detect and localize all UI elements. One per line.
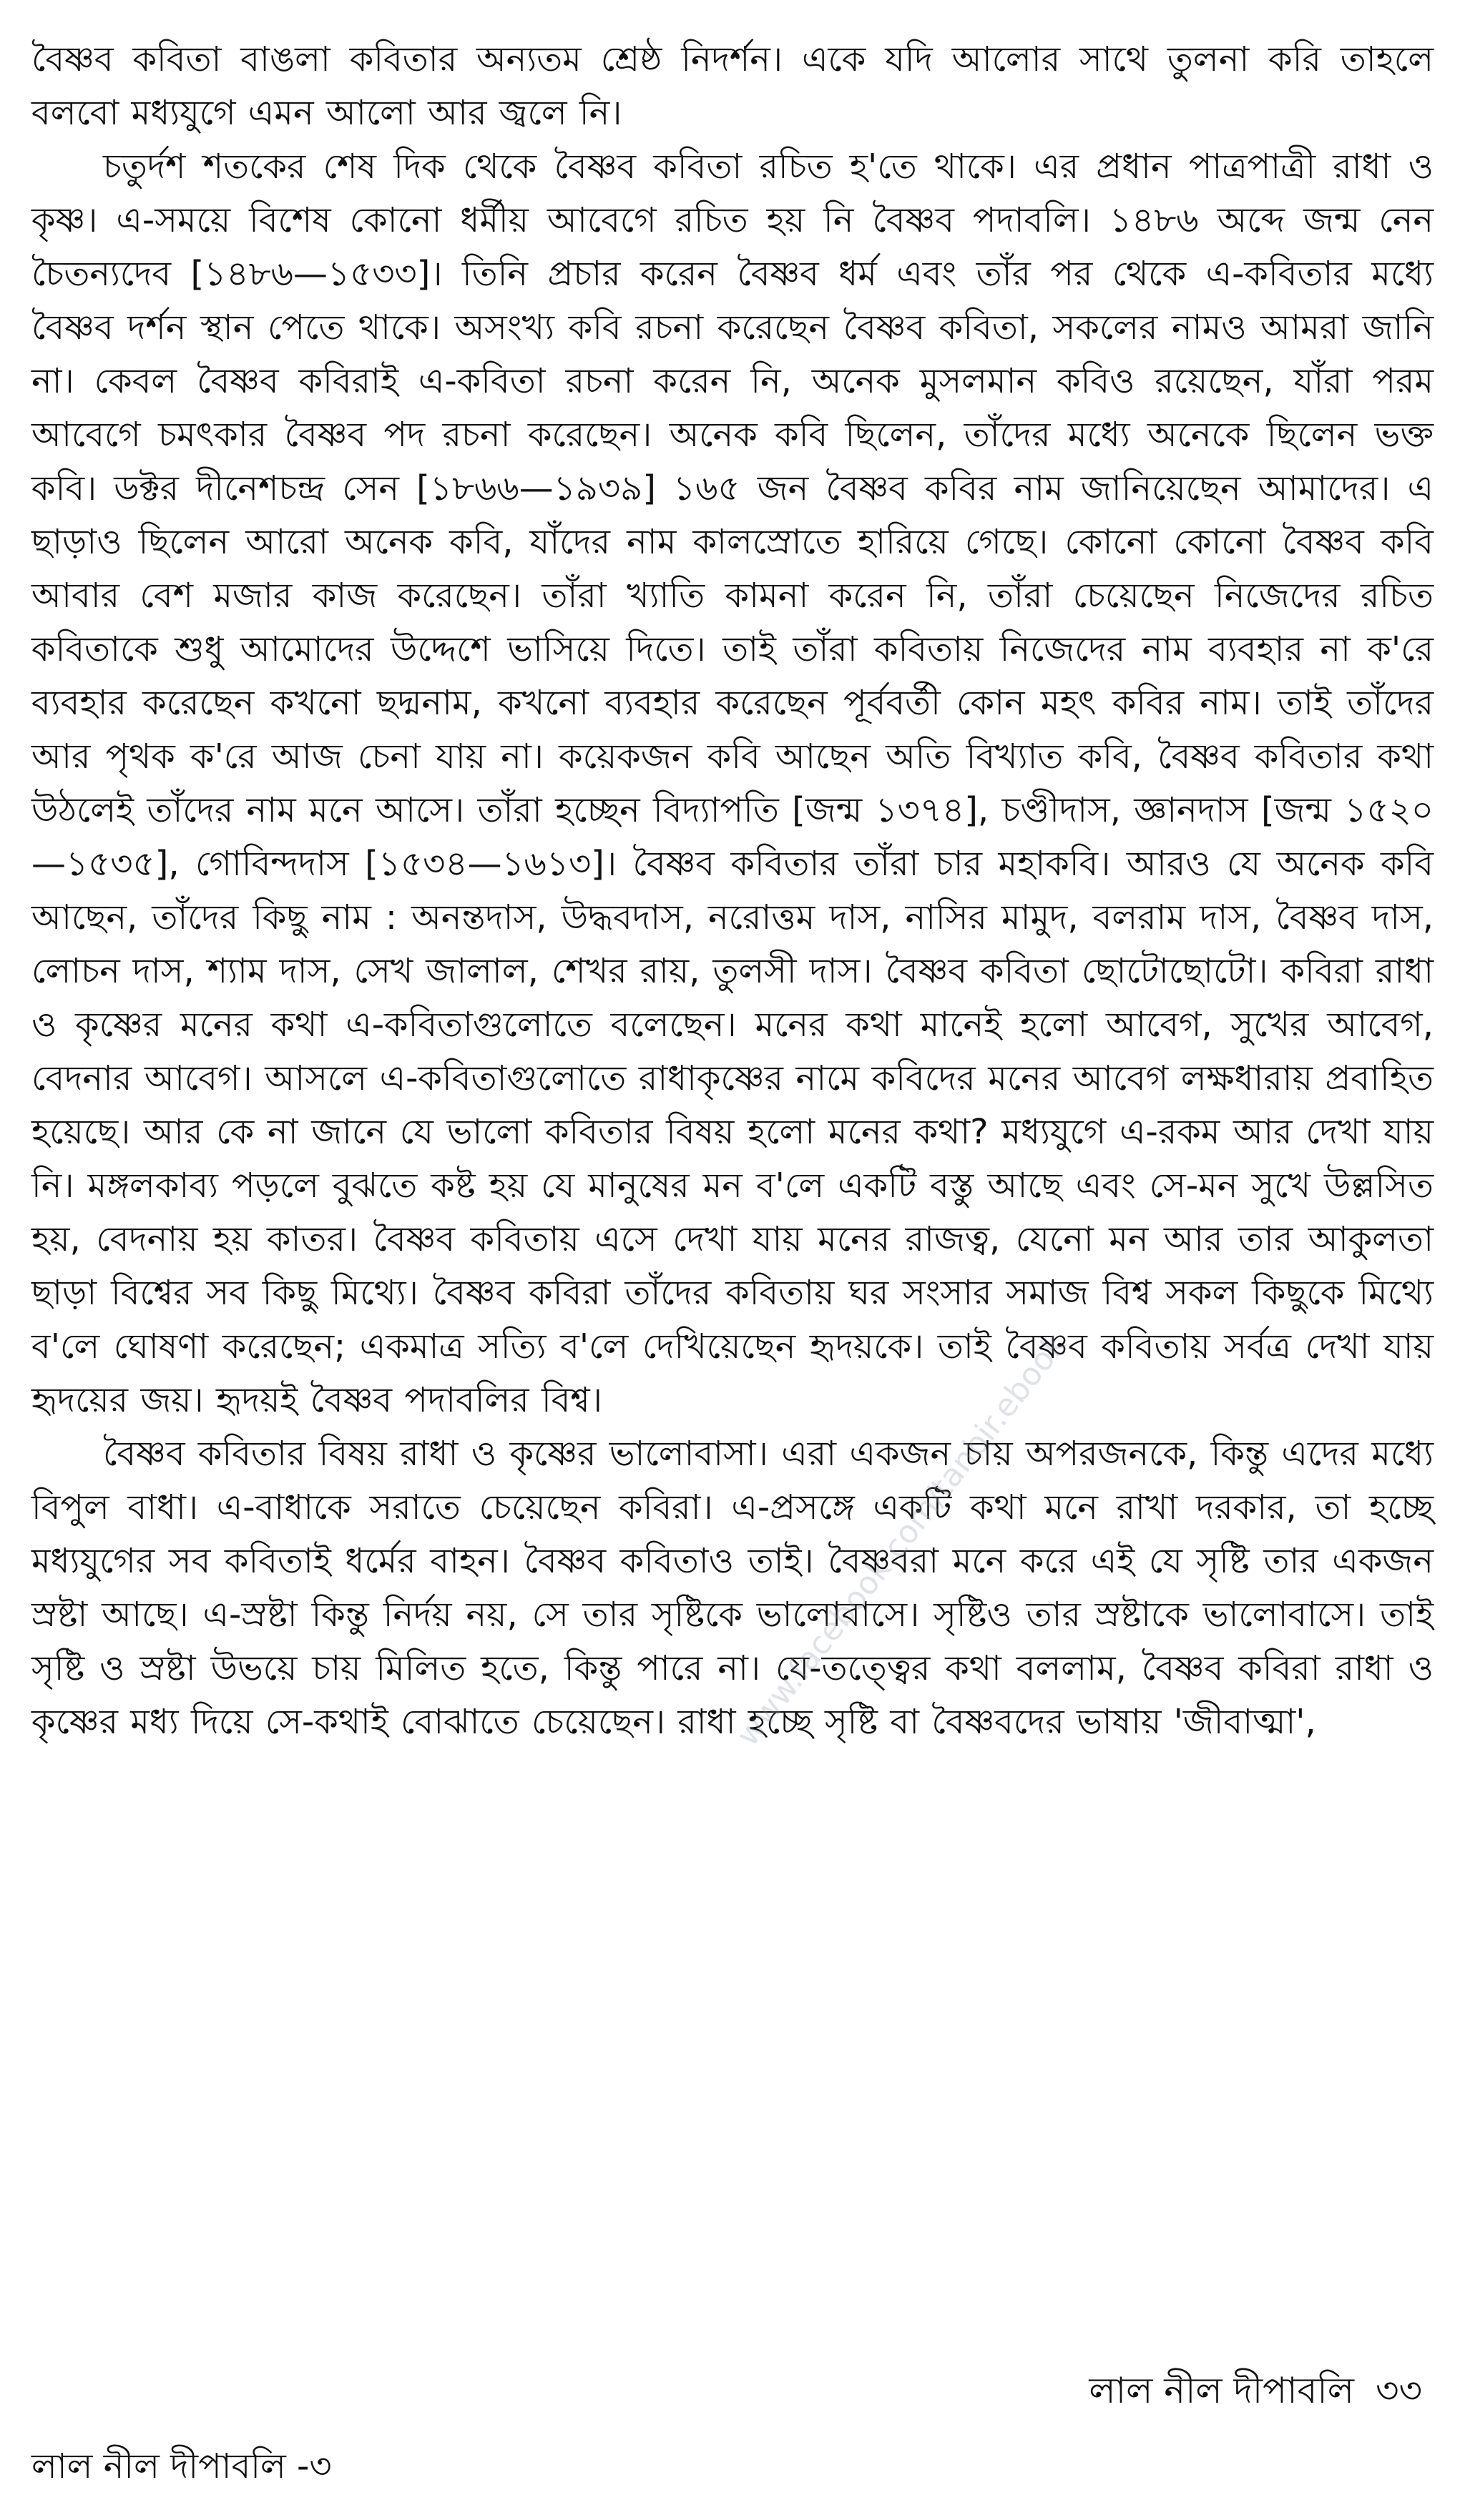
signature-mark: লাল নীল দীপাবলি -৩ <box>31 2446 332 2486</box>
page-body <box>31 33 1434 1749</box>
running-footer <box>1089 2366 1422 2416</box>
paragraph-theme: বৈষ্ণব কবিতার বিষয় রাধা ও কৃষ্ণের ভালোবাসা। এরা একজন চায় অপরজনকে, কিন্তু এদের মধ্যে বিপুল বাধা। এ-বাধাকে সরাতে চেয়েছেন কবিরা। এ-প্রসঙ্গে একটি কথা মনে রাখা দরকার, তা হচ্ছে মধ্যযুগের সব কবিতাই ধর্মের বাহন। বৈষ্ণব কবিতাও তাই। বৈষ্ণবরা মনে করে এই যে সৃষ্টি তার একজন স্রষ্টা আছে। এ-স্রষ্টা কিন্তু নির্দয় নয়, সে তার সৃষ্টিকে ভালোবাসে। সৃষ্টিও তার স্রষ্টাকে ভালোবাসে। তাই সৃষ্টি ও স্রষ্টা উভয়ে চায় মিলিত হতে, কিন্তু পারে না। যে-তত্ত্বের কথা বললাম, বৈষ্ণব কবিরা রাধা ও কৃষ্ণের মধ্য দিয়ে সে-কথাই বোঝাতে চেয়েছেন। রাধা হচ্ছে সৃষ্টি বা বৈষ্ণবদের ভাষায় 'জীবাত্মা', <box>31 1434 1434 1742</box>
paragraph-intro: বৈষ্ণব কবিতা বাঙলা কবিতার অন্যতম শ্রেষ্ঠ নিদর্শন। একে যদি আলোর সাথে তুলনা করি তাহলে বলবো মধ্যযুগে এমন আলো আর জ্বলে নি। <box>31 39 1434 133</box>
watermark-text: www.facebook.com/tanbir.ebook <box>730 1327 1074 1753</box>
running-title: লাল নীল দীপাবলি <box>1089 2370 1354 2411</box>
paragraph-history: চতুর্দশ শতকের শেষ দিক থেকে বৈষ্ণব কবিতা রচিত হ'তে থাকে। এর প্রধান পাত্রপাত্রী রাধা ও কৃষ্ণ। এ-সময়ে বিশেষ কোনো ধর্মীয় আবেগে রচিত হয় নি বৈষ্ণব পদাবলি। ১৪৮৬ অব্দে জন্ম নেন চৈতন্যদেব [১৪৮৬—১৫৩৩]। তিনি প্রচার করেন বৈষ্ণব ধর্ম এবং তাঁর পর থেকে এ-কবিতার মধ্যে বৈষ্ণব দর্শন স্থান পেতে থাকে। অসংখ্য কবি রচনা করেছেন বৈষ্ণব কবিতা, সকলের নামও আমরা জানি না। কেবল বৈষ্ণব কবিরাই এ-কবিতা রচনা করেন নি, অনেক মুসলমান কবিও রয়েছেন, যাঁরা পরম আবেগে চমৎকার বৈষ্ণব পদ রচনা করেছেন। অনেক কবি ছিলেন, তাঁদের মধ্যে অনেকে ছিলেন ভক্ত কবি। ডক্টর দীনেশচন্দ্র সেন [১৮৬৬—১৯৩৯] ১৬৫ জন বৈষ্ণব কবির নাম জানিয়েছেন আমাদের। এ ছাড়াও ছিলেন আরো অনেক কবি, যাঁদের নাম কালস্রোতে হারিয়ে গেছে। কোনো কোনো বৈষ্ণব কবি আবার বেশ মজার কাজ করেছেন। তাঁরা খ্যাতি কামনা করেন নি, তাঁরা চেয়েছেন নিজেদের রচিত কবিতাকে শুধু আমোদের উদ্দেশে ভাসিয়ে দিতে। তাই তাঁরা কবিতায় নিজেদের নাম ব্যবহার না ক'রে ব্যবহার করেছেন কখনো ছদ্মনাম, কখনো ব্যবহার করেছেন পূর্ববর্তী কোন মহৎ কবির নাম। তাই তাঁদের আর পৃথক ক'রে আজ চেনা যায় না। কয়েকজন কবি আছেন অতি বিখ্যাত কবি, বৈষ্ণব কবিতার কথা উঠলেই তাঁদের নাম মনে আসে। তাঁরা হচ্ছেন বিদ্যাপতি [জন্ম ১৩৭৪], চণ্ডীদাস, জ্ঞানদাস [জন্ম ১৫২০—১৫৩৫], গোবিন্দদাস [১৫৩৪—১৬১৩]। বৈষ্ণব কবিতার তাঁরা চার মহাকবি। আরও যে অনেক কবি আছেন, তাঁদের কিছু নাম : অনন্তদাস, উদ্ধবদাস, নরোত্তম দাস, নাসির মামুদ, বলরাম দাস, বৈষ্ণব দাস, লোচন দাস, শ্যাম দাস, সেখ জালাল, শেখর রায়, তুলসী দাস। বৈষ্ণব কবিতা ছোটোছোটো। কবিরা রাধা ও কৃষ্ণের মনের কথা এ-কবিতাগুলোতে বলেছেন। মনের কথা মানেই হলো আবেগ, সুখের আবেগ, বেদনার আবেগ। আসলে এ-কবিতাগুলোতে রাধাকৃষ্ণের নামে কবিদের মনের আবেগ লক্ষধারায় প্রবাহিত হয়েছে। আর কে না জানে যে ভালো কবিতার বিষয় হলো মনের কথা? মধ্যযুগে এ-রকম আর দেখা যায় নি। মঙ্গলকাব্য পড়লে বুঝতে কষ্ট হয় যে মানুষের মন ব'লে একটি বস্তু আছে এবং সে-মন সুখে উল্লসিত হয়, বেদনায় হয় কাতর। বৈষ্ণব কবিতায় এসে দেখা যায় মনের রাজত্ব, যেনো মন আর তার আকুলতা ছাড়া বিশ্বের সব কিছু মিথ্যে। বৈষ্ণব কবিরা তাঁদের কবিতায় ঘর সংসার সমাজ বিশ্ব সকল কিছুকে মিথ্যে ব'লে ঘোষণা করেছেন; একমাত্র সত্যি ব'লে দেখিয়েছেন হৃদয়কে। তাই বৈষ্ণব কবিতায় সর্বত্র দেখা যায় হৃদয়ের জয়। হৃদয়ই বৈষ্ণব পদাবলির বিশ্ব। <box>31 147 1434 1420</box>
page-number: ৩৩ <box>1375 2370 1422 2411</box>
